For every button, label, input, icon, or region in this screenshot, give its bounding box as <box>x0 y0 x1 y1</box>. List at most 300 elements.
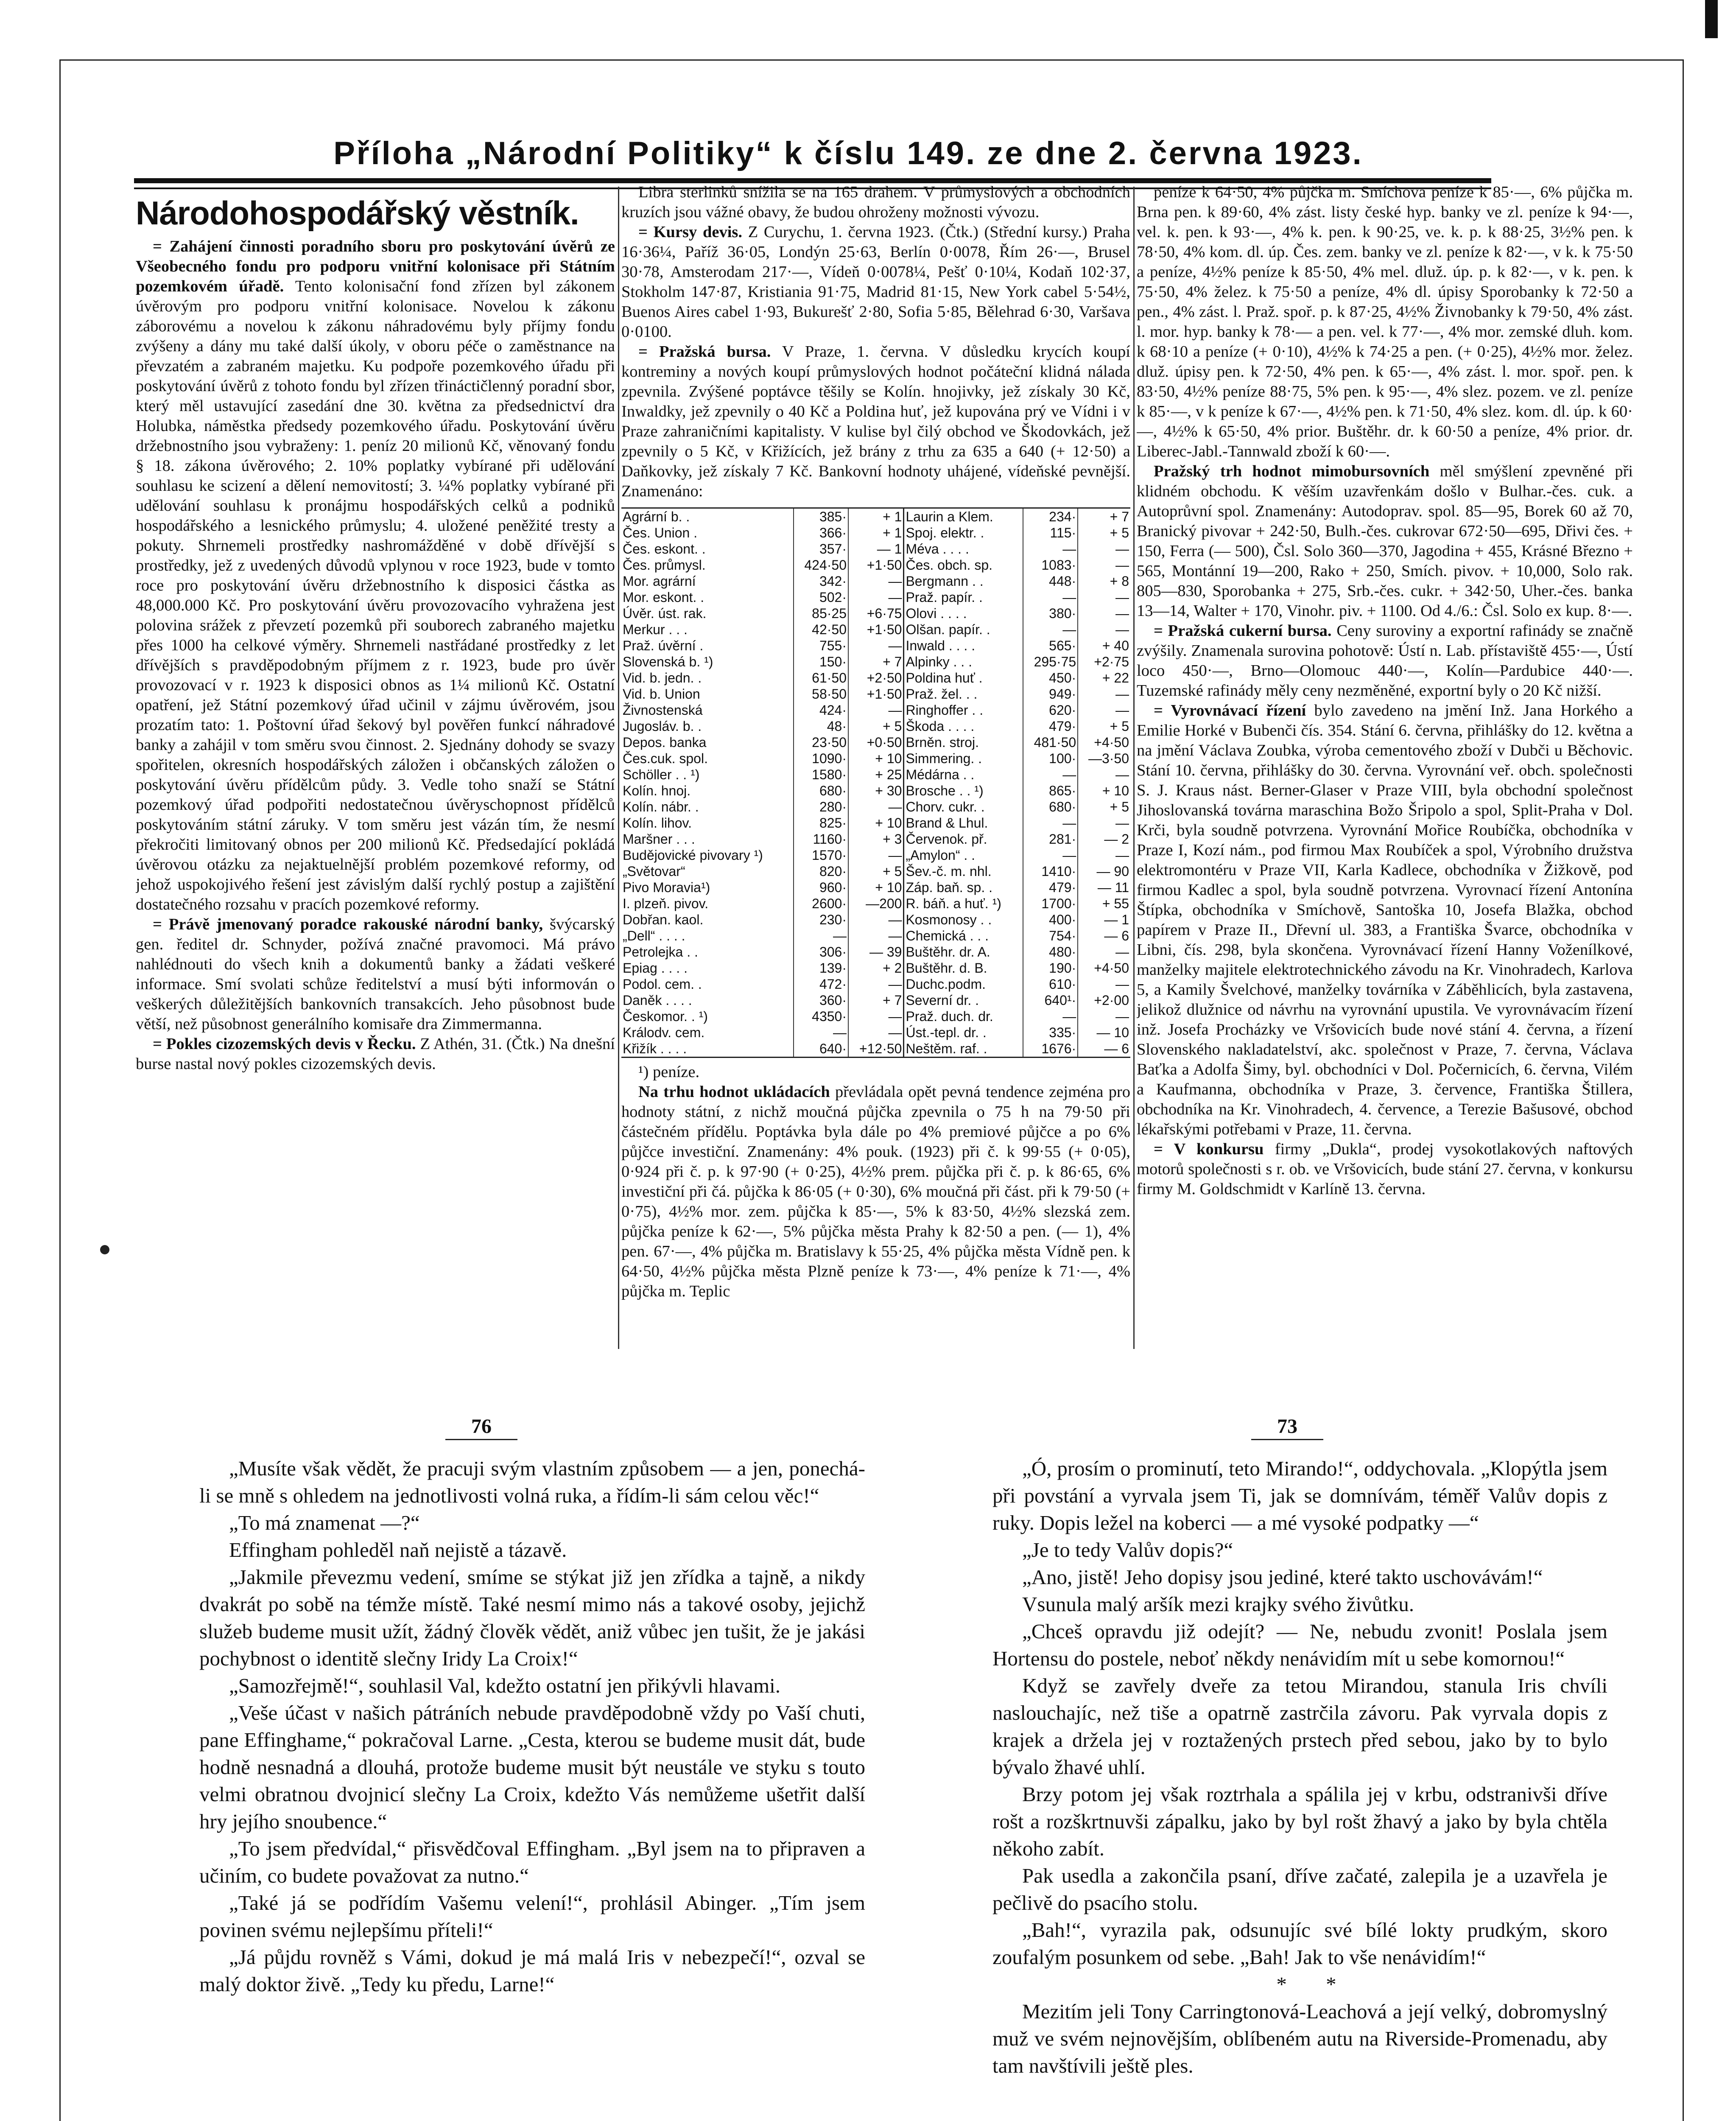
article-lead: = V konkursu <box>1154 1140 1264 1158</box>
stock-cell: 115· <box>1023 525 1078 541</box>
stock-cell: + 10 <box>848 879 904 895</box>
stock-row <box>621 525 1130 541</box>
stock-cell: Agrární b. . <box>623 509 690 524</box>
stock-cell: + 5 <box>848 718 904 734</box>
stock-cell: 479· <box>1023 879 1078 895</box>
news-column-2 <box>621 182 1130 1357</box>
novel-paragraph: Když se zavřely dveře za tetou Mirandou, stanula Iris chvíli naslouchajíc, než tiše a opatrně zastrčila závoru. Pak vyrvala dopis z krajek a držela jej v roztažených prstech před sebou, jako by to bylo bývalo žhavé uhlí. <box>992 1674 1607 1779</box>
stock-cell: —3·50 <box>1078 750 1130 767</box>
col3-articles <box>1137 182 1633 1199</box>
stock-cell: 23·50 <box>794 734 848 750</box>
article-text: V Praze, 1. června. V důsledku krycích koupí kontreminy a nových koupí průmyslových hodnot počáteční klidná nálada zpevnila. Zvýšené poptávce těšily se Kolín. hnojivky, jež získaly 30 Kč, Inwaldky, jež zpevnily o 40 Kč a Poldina huť, jež kupována prý ve Vídni i v Praze zahraničními kapitalisty. V kulise byl čilý obchod ve Škodovkách, jež zpevnily o 5 Kč, v Křižících, jež brány z trhu za 635 a 640 (+ 12·50) a Daňkovky, jež získaly 7 Kč. Bankovní hodnoty uhájené, vídeňské pevnější. Znamenáno: <box>621 343 1130 500</box>
stock-cell: 190· <box>1023 960 1078 976</box>
stock-cell: 754· <box>1023 928 1078 944</box>
stock-cell: — 6 <box>1078 1041 1130 1057</box>
article-text: měl smýšlení zpevněné při klidném obchodu. K věším uzavřenkám došlo v Bulhar.-čes. cuk. a Autoprůvní spol. Znamenány: Autodoprav. spol. 85—95, Borek 60 až 70, Branický pivovar + 242·50, Bulh.-čes. cukrovar 672·50—695, Dřivi čes. + 150, Ferra (— 500), Čsl. Solo 360—370, Jagodina + 455, Krásné Březno + 565, Montánní 19—200, Rako + 250, Smích. pivov. + 10,000, Solo rak. 805—830, Sporobanka + 275, Srb.-čes. cukr. + 342·50, Uher.-čes. banka 13—14, Walter + 170, Vinohr. piv. + 1100. Od 4./6.: Čsl. Solo ex kup. 8·—. <box>1137 462 1633 620</box>
punch-hole <box>100 1245 109 1254</box>
stock-cell: Slovenská b. ¹) <box>623 654 713 669</box>
stock-cell: Bergmann . . <box>904 573 1023 589</box>
stock-cell: + 22 <box>1078 670 1130 686</box>
stock-cell: Budějovické pivovary ¹) <box>623 848 763 863</box>
article-text: Ceny suroviny a exportní rafinády se značně zvýšily. Znamenala surovina pohotově: Ústí n. Lab. přístaviště 455·—, Ústí loco 450·—, Brno—Olomouc 440·—, Kolín—Pardubice 440·—. Tuzemské rafinády měly ceny nezměněné, exportní byly o 20 Kč nižší. <box>1137 622 1633 700</box>
stock-row <box>621 944 1130 960</box>
novel-paragraph: „Ano, jistě! Jeho dopisy jsou jediné, které takto uschovávám!“ <box>1022 1565 1543 1589</box>
stock-cell: 481·50 <box>1023 734 1078 750</box>
stock-row <box>621 912 1130 928</box>
stock-cell: 565· <box>1023 638 1078 654</box>
stock-cell: — <box>1078 686 1130 702</box>
stock-cell: Vid. b. jedn. . <box>623 670 702 686</box>
stock-cell: Kolín. nábr. . <box>623 799 699 814</box>
stock-cell: — <box>848 702 904 718</box>
stock-cell: +1·50 <box>848 557 904 573</box>
novel-paragraph: Mezitím jeli Tony Carringtonová-Leachová a její velký, dobromyslný muž ve svém nejnovějším, oblíbeném autu na Riverside-Promenadu, aby tam navštívili ještě ples. <box>992 2000 1607 2077</box>
stock-cell: Čes. eskont. . <box>623 541 706 557</box>
article-paragraph <box>136 237 615 915</box>
stock-row <box>621 976 1130 992</box>
stock-cell: + 5 <box>1078 718 1130 734</box>
stock-row <box>621 928 1130 944</box>
stock-cell: — <box>1078 944 1130 960</box>
stock-cell: Brněn. stroj. <box>904 734 1023 750</box>
stock-cell: +2·75 <box>1078 654 1130 670</box>
stock-cell: Kolín. lihov. <box>623 815 692 831</box>
stock-cell: — <box>1023 815 1078 831</box>
stock-row <box>621 654 1130 670</box>
stock-cell: 280· <box>794 799 848 815</box>
stock-cell: + 5 <box>1078 525 1130 541</box>
stock-cell: Inwald . . . . <box>904 638 1023 654</box>
stock-cell: 400· <box>1023 912 1078 928</box>
novel-right-page <box>992 1455 1607 2121</box>
stock-cell: Jugosláv. b. . <box>623 719 702 734</box>
stock-cell: — 2 <box>1078 831 1130 847</box>
stock-row <box>621 638 1130 654</box>
stock-cell: Laurin a Klem. <box>904 509 1023 525</box>
stock-cell: — <box>1078 1008 1130 1024</box>
novel-paragraph: „Chceš opravdu již odejít? — Ne, nebudu zvonit! Poslala jsem Hortensu do postele, neboť někdy nenávidím mít u sebe komornou!“ <box>992 1620 1607 1670</box>
stock-cell: — <box>1023 589 1078 605</box>
stock-cell: 1410· <box>1023 863 1078 879</box>
stock-row <box>621 750 1130 767</box>
stock-row <box>621 863 1130 879</box>
stock-cell: + 10 <box>848 815 904 831</box>
stock-cell: — <box>848 847 904 863</box>
article-text: firmy „Dukla“, prodej vysokotlakových naftových motorů společnosti s r. ob. ve Vršovicích, bude stání 27. června, v konkursu firmy M. Goldschmidt v Karlíně 13. června. <box>1137 1140 1633 1198</box>
stock-cell: 61·50 <box>794 670 848 686</box>
stock-row <box>621 573 1130 589</box>
novel-paragraph: „Já půjdu rovněž s Vámi, dokud je má malá Iris v nebezpečí!“, ozval se malý doktor živě. „Tedy ku předu, Larne!“ <box>199 1945 865 1996</box>
stock-cell: — <box>848 638 904 654</box>
stock-row <box>621 895 1130 912</box>
page-number-rule <box>1251 1439 1323 1440</box>
novel-paragraph: Brzy potom jej však roztrhala a spálila jej v krbu, odstranivši dříve rošt a rozškrtnuvši zápalku, jako by byl rošt žhavý a jako by byla chtěla někoho zabít. <box>992 1782 1607 1860</box>
stock-cell: Vid. b. Union <box>623 686 700 702</box>
stock-cell: — 39 <box>848 944 904 960</box>
stock-cell: Duchc.podm. <box>904 976 1023 992</box>
stock-cell: Šev.-č. m. nhl. <box>904 863 1023 879</box>
article-lead: = Pokles cizozemských devis v Řecku. <box>153 1035 416 1053</box>
stock-cell: + 1 <box>848 509 904 525</box>
stock-cell: — <box>848 928 904 944</box>
stock-cell: — <box>848 1008 904 1024</box>
stock-cell: + 8 <box>1078 573 1130 589</box>
stock-cell: Olovi . . . . <box>904 605 1023 621</box>
stock-cell: 680· <box>1023 799 1078 815</box>
stock-cell: 448· <box>1023 573 1078 589</box>
article-lead: = Vyrovnávací řízení <box>1154 702 1306 719</box>
stock-row <box>621 847 1130 863</box>
stock-row <box>621 605 1130 621</box>
article-paragraph <box>1137 182 1633 462</box>
article-lead: = Zahájení činnosti poradního sboru pro poskytování úvěrů ze Všeobecného fondu pro podporu vnitřní kolonisace při Státním pozemkovém úřadě. <box>136 238 615 295</box>
novel-paragraph: „Je to tedy Valův dopis?“ <box>1022 1538 1233 1561</box>
stock-cell: 1160· <box>794 831 848 847</box>
stock-cell: — <box>794 928 848 944</box>
stock-cell: — <box>1078 621 1130 638</box>
stock-cell: 139· <box>794 960 848 976</box>
stock-cell: Buštěhr. d. B. <box>904 960 1023 976</box>
stock-cell: — <box>1023 767 1078 783</box>
stock-cell: 472· <box>794 976 848 992</box>
masthead: Příloha „Národní Politiky“ k číslu 149. ze dne 2. června 1923. <box>333 135 1363 171</box>
stock-cell: Dobřan. kaol. <box>623 912 704 927</box>
stock-cell: 1570· <box>794 847 848 863</box>
stock-cell: — 6 <box>1078 928 1130 944</box>
stock-cell: Čes. průmysl. <box>623 557 706 573</box>
stock-cell: 306· <box>794 944 848 960</box>
stock-cell: Merkur . . . <box>623 622 688 637</box>
stock-cell: Depos. banka <box>623 735 707 750</box>
stock-cell: 4350· <box>794 1008 848 1024</box>
stock-cell: 281· <box>1023 831 1078 847</box>
stock-cell: — <box>1023 847 1078 863</box>
article-lead: = Pražská cukerní bursa. <box>1154 622 1332 640</box>
novel-paragraph: Pak usedla a zakončila psaní, dříve začaté, zalepila je a uzavřela je pečlivě do psacího stolu. <box>992 1864 1607 1914</box>
section-title: Národohospodářský věstník. <box>136 194 579 232</box>
stock-cell: 949· <box>1023 686 1078 702</box>
stock-cell: 480· <box>1023 944 1078 960</box>
stock-row <box>621 589 1130 605</box>
stock-cell: + 10 <box>848 750 904 767</box>
stock-cell: „Světovar“ <box>623 864 685 879</box>
stock-cell: — <box>848 589 904 605</box>
stock-cell: Kosmonosy . . <box>904 912 1023 928</box>
stock-row <box>621 734 1130 750</box>
stock-cell: +4·50 <box>1078 734 1130 750</box>
stock-cell: + 55 <box>1078 895 1130 912</box>
stock-cell: Čes. Union . <box>623 525 698 540</box>
novel-paragraph: „Také já se podřídím Vašemu velení!“, prohlásil Abinger. „Tím jsem povinen svému nejlepšímu příteli!“ <box>199 1891 865 1942</box>
stock-cell: Kolín. hnoj. <box>623 783 691 798</box>
news-column-3 <box>1137 182 1633 1357</box>
stock-cell: 366· <box>794 525 848 541</box>
article-paragraph <box>136 915 615 1034</box>
stock-cell: 1083· <box>1023 557 1078 573</box>
stock-cell: Méva . . . . <box>904 541 1023 557</box>
stock-cell: 230· <box>794 912 848 928</box>
stock-table <box>621 507 1130 1058</box>
article-paragraph <box>621 1082 1130 1301</box>
article-paragraph <box>1137 462 1633 621</box>
stock-cell: Červenok. př. <box>904 831 1023 847</box>
article-paragraph <box>136 1034 615 1074</box>
stock-cell: Úvěr. úst. rak. <box>623 606 707 621</box>
stock-row <box>621 718 1130 734</box>
stock-cell: Českomor. . ¹) <box>623 1009 708 1024</box>
novel-left-page <box>199 1455 865 2121</box>
stock-row <box>621 702 1130 718</box>
stock-cell: 620· <box>1023 702 1078 718</box>
stock-cell: — <box>1078 557 1130 573</box>
stock-cell: Mor. eskont. . <box>623 590 704 605</box>
stock-cell: —200 <box>848 895 904 912</box>
stock-cell: Živnostenská <box>623 702 703 718</box>
novel-paragraph: * * <box>1276 1973 1353 1996</box>
stock-cell: Praž. úvěrní . <box>623 638 704 653</box>
stock-cell: — 10 <box>1078 1024 1130 1041</box>
stock-cell: 335· <box>1023 1024 1078 1041</box>
stock-row <box>621 670 1130 686</box>
novel-paragraph: Vsunula malý aršík mezi krajky svého živůtku. <box>1022 1592 1414 1616</box>
stock-row <box>621 557 1130 573</box>
article-paragraph <box>1137 1139 1633 1199</box>
stock-cell: Epiag . . . . <box>623 960 688 976</box>
stock-cell: Buštěhr. dr. A. <box>904 944 1023 960</box>
stock-cell: 865· <box>1023 783 1078 799</box>
article-paragraph <box>621 222 1130 342</box>
stock-cell: Brosche . . ¹) <box>904 783 1023 799</box>
stock-cell: Záp. baň. sp. . <box>904 879 1023 895</box>
stock-cell: +2·50 <box>848 670 904 686</box>
stock-row <box>621 1024 1130 1041</box>
stock-cell: „Amylon“ . . <box>904 847 1023 863</box>
stock-cell: + 7 <box>848 992 904 1008</box>
article-paragraph <box>621 342 1130 501</box>
stock-cell: 1676· <box>1023 1041 1078 1057</box>
col2b-articles <box>621 1082 1130 1301</box>
stock-cell: — <box>848 799 904 815</box>
stock-cell: — <box>1023 621 1078 638</box>
article-lead: = Právě jmenovaný poradce rakouské národní banky, <box>153 915 543 933</box>
stock-row <box>621 1041 1130 1057</box>
novel-paragraph: Effingham pohleděl naň nejistě a tázavě. <box>229 1538 567 1561</box>
stock-cell: 502· <box>794 589 848 605</box>
stock-cell: + 25 <box>848 767 904 783</box>
stock-cell: Médárna . . <box>904 767 1023 783</box>
corner-mark <box>1705 0 1718 38</box>
stock-cell: +6·75 <box>848 605 904 621</box>
stock-cell: Simmering. . <box>904 750 1023 767</box>
article-text: Libra sterlinků snížila se na 165 drahem. V průmyslových a obchodních kruzích jsou vážné obavy, že budou ohroženy možnosti vývozu. <box>621 183 1130 221</box>
stock-cell: +4·50 <box>1078 960 1130 976</box>
stock-cell: 680· <box>794 783 848 799</box>
article-lead: Na trhu hodnot ukládacích <box>638 1083 830 1101</box>
stock-cell: + 3 <box>848 831 904 847</box>
stock-cell: — <box>1078 702 1130 718</box>
stock-cell: — <box>1078 976 1130 992</box>
stock-cell: + 2 <box>848 960 904 976</box>
stock-cell: Čes.cuk. spol. <box>623 751 708 766</box>
stock-cell: 479· <box>1023 718 1078 734</box>
stock-cell: Schöller . . ¹) <box>623 767 700 782</box>
novel-paragraph: „Jakmile převezmu vedení, smíme se stýkat již jen zřídka a tajně, a nikdy dvakrát po sobě na témže místě. Také nesmí mimo nás a takové osoby, jejichž služeb budeme musit užít, žádný člověk vědět, aniž vůbec jen tušit, že je jakási pochybnost o identitě slečny Iridy La Croix!“ <box>199 1565 865 1670</box>
stock-cell: 295·75 <box>1023 654 1078 670</box>
stock-cell: — 90 <box>1078 863 1130 879</box>
stock-cell: +1·50 <box>848 621 904 638</box>
novel-paragraph: „Bah!“, vyrazila pak, odsunujíc své bílé lokty prudkým, skoro zoufalým posunkem od sebe. „Bah! Jak to vše nenávidím!“ <box>992 1918 1607 1969</box>
article-paragraph <box>621 182 1130 222</box>
stock-cell: + 10 <box>1078 783 1130 799</box>
stock-cell: Čes. obch. sp. <box>904 557 1023 573</box>
stock-cell: Úst.-tepl. dr. . <box>904 1024 1023 1041</box>
stock-cell: R. báň. a huť. ¹) <box>904 895 1023 912</box>
stock-cell: — <box>1078 815 1130 831</box>
stock-row <box>621 831 1130 847</box>
article-text: peníze k 64·50, 4% půjčka m. Smíchova peníze k 85·—, 6% půjčka m. Brna pen. k 89·60, 4% zást. listy české hyp. banky ve zl. peníze k 94·—, vel. k. pen. k 93·—, 4% k. pen. k 90·25, ve. k. p. k 88·25, 3½% pen. k 78·50, 4% kom. dl. úp. Čes. zem. banky ve zl. peníze k 82·—, v k. k 75·50 a peníze, 4½% peníze k 85·50, 4% mel. dluž. úp. p. k 82·—, v k. pen. k 75·50, 4% želez. k 75·50 a peníze, 4% dl. úpisy Sporobanky k 72·50 a pen., 4% zást. l. Praž. spoř. p. k 87·25, 4½% Živnobanky k 79·50, 4% zást. l. mor. hyp. banky k 78·— a pen. vel. k 77·—, 4% mor. zemské dluh. kom. k 68·10 a peníze (+ 0·10), 4½% k 74·25 a pen. (+ 0·25), 4½% mor. želez. dluž. úpisy pen. k 72·50, 4% pen. k 65·—, 4% zást. l. mor. spoř. pen. k 83·50, 4½% peníze 88·75, 5% pen. k 95·—, 4% slez. pozem. ve zl. peníze k 85·—, v k peníze k 67·—, 4½% pen. k 71·50, 4% slez. kom. dl. úp. k 60·—, 4½% k 65·50, 4% prior. Buštěhr. dr. k 60·50 a peníze, 4% prior. dr. Liberec-Jabl.-Tannwald zboží k 60·—. <box>1137 183 1633 460</box>
stock-cell: Daněk . . . . <box>623 993 692 1008</box>
novel-paragraph: „Musíte však vědět, že pracuji svým vlastním způsobem — a jen, ponechá-li se mně s ohledem na jednotlivosti volná ruka, a řídím-li sám celou věc!“ <box>199 1457 865 1507</box>
stock-cell: + 5 <box>848 863 904 879</box>
stock-cell: Praž. papír. . <box>904 589 1023 605</box>
stock-cell: — <box>1078 541 1130 557</box>
stock-cell: Spoj. elektr. . <box>904 525 1023 541</box>
stock-cell: Podol. cem. . <box>623 977 702 992</box>
stock-cell: 342· <box>794 573 848 589</box>
stock-cell: +12·50 <box>848 1041 904 1057</box>
stock-cell: — <box>794 1024 848 1041</box>
stock-cell: — <box>848 912 904 928</box>
stock-cell: Olšan. papír. . <box>904 621 1023 638</box>
novel-paragraph: „To má znamenat —?“ <box>229 1511 420 1534</box>
stock-cell: + 1 <box>848 525 904 541</box>
article-text: Z Athén, 31. (Čtk.) Na dnešní burse nastal nový pokles cizozemských devis. <box>136 1035 615 1073</box>
stock-cell: 48· <box>794 718 848 734</box>
stock-cell: — 1 <box>848 541 904 557</box>
stock-cell: Neštěm. raf. . <box>904 1041 1023 1057</box>
stock-row <box>621 1008 1130 1024</box>
stock-cell: 234· <box>1023 509 1078 525</box>
stock-cell: — <box>1023 1008 1078 1024</box>
stock-row <box>621 960 1130 976</box>
stock-cell: Brand & Lhul. <box>904 815 1023 831</box>
stock-cell: Chemická . . . <box>904 928 1023 944</box>
stock-cell: Ringhoffer . . <box>904 702 1023 718</box>
stock-cell: 360· <box>794 992 848 1008</box>
stock-cell: 424·50 <box>794 557 848 573</box>
stock-cell: 755· <box>794 638 848 654</box>
stock-cell: 820· <box>794 863 848 879</box>
novel-paragraph: „Veše účast v našich pátráních nebude pravděpodobně vždy po Vaší chuti, pane Effinghame,“ pokračoval Larne. „Cesta, kterou se budeme musit dát, bude hodně nesnadná a dlouhá, protože budeme musit být neustále ve styku s touto velmi obratnou dvojnicí slečny La Croix, kdežto Vás nemůžeme ušetřit další hry jejího snoubence.“ <box>199 1701 865 1833</box>
article-text: Z Curychu, 1. června 1923. (Čtk.) (Střední kursy.) Praha 16·36¼, Paříž 36·05, Londýn 25·63, Berlín 0·0078, Řím 26·—, Brusel 30·78, Amsterodam 217·—, Vídeň 0·0078¼, Pešť 0·10¼, Kodaň 102·37, Stokholm 147·87, Kristiania 91·75, Madrid 81·15, New York cabel 5·54½, Buenos Aires cabel 1·93, Bukurešť 2·80, Sofia 5·85, Bělehrad 6·30, Varšava 0·0100. <box>621 223 1130 341</box>
stock-cell: Petrolejka . . <box>623 944 698 960</box>
news-column-1 <box>136 191 615 1357</box>
stock-row <box>621 509 1130 525</box>
stock-cell: 2600· <box>794 895 848 912</box>
novel-paragraph: „Samozřejmě!“, souhlasil Val, kdežto ostatní jen přikývli hlavami. <box>229 1674 781 1697</box>
article-text: bylo zavedeno na jmění Inž. Jana Horkého a Emilie Horké v Bubenči čís. 354. Stání 6. června, přihlášky do 12. května a na jmění Václava Zoubka, výroba cementového zboží v Dubči u Běchovic. Stání 10. června, přihlášky do 30. června. Vyrovnání veř. obch. společnosti S. J. Kraus nást. Berner-Glaser v Praze VIII, byla obchodní společnost Jihoslovanská továrna maraschina Božo Šripolo a spol, Split-Praha v Dol. Krči, byla soudně potvrzena. Vyrovnání Mořice Roubíčka, obchodníka v Praze I, Kozí nám., pod firmou Max Roubíček a spol, Výrobního družstva elektromontéru v Praze VII, Karla Kadlece, obchodníka v Žižkově, pod firmou Kadlec a spol, byla soudně potvrzena. Vyrovnací řízení Antonína Štípka, obchodníka v Smíchově, Santoška 10, Josefa Blažka, obchod papírem v Praze II., Dřevní ul. 383, a Františka Švarce, obchodníka v Libni, čís. 298, byla skončena. Vyrovnávací řízení Hanny Voženílkové, manželky majitele elektrotechnického závodu na Kr. Vinohradech, Karlova 5, a Kamily Švelchové, manželky továrníka v Záběhlicích, byla zastavena, jelikož dlužnice od návrhu na vyrovnání upustila. Ve vyrovnávacím řízení inž. Josefa Procházky ve Vršovicích bude nové stání 4. června, a řízení Slovenského nakladatelství, akc. společnost v Praze, 7. června, Václava Baťka a Adolfa Šimy, byl. obchodníci v Dol. Počernicích, 6. června, Vilém a Kaufmanna, obchodníka v Praze, 3. července, Františka Štillera, obchodníka na Kr. Vinohradech, 4. července, a Terezie Bašusové, obchod lékařskými potřebami v Praze, 11. června. <box>1137 702 1633 1138</box>
stock-cell: + 7 <box>1078 509 1130 525</box>
stock-cell: 424· <box>794 702 848 718</box>
stock-cell: Praž. žel. . . <box>904 686 1023 702</box>
stock-row <box>621 815 1130 831</box>
stock-cell: + 7 <box>848 654 904 670</box>
stock-cell: Alpinky . . . <box>904 654 1023 670</box>
article-text: Tento kolonisační fond zřízen byl zákonem úvěrovým pro podporu vnitřní kolonisace. Novelou k zákonu záborovému a novelou k zákonu náhradovému byly příjmy fondu zvýšeny a dány mu také další úkoly, v oboru péče o zaměstnance na převzatém a zabraném majetku. Ku podpoře pozemkového úřadu při poskytování úvěrů z tohoto fondu byl zřízen třináctičlenný poradní sbor, který měl ustavující zasedání dne 30. května za předsednictví dra Holubka, náměstka předsedy pozemkového úřadu. Poskytování úvěru držebnostního jsou vybraženy: 1. peníz 20 milionů Kč, věnovaný fondu § 18. zákona úvěrového; 2. 10% poplatky vybírané při udělování souhlasu ke scizení a dělení nemovitostí; 3. ¼% poplatky vybírané při udělování souhlasu k pronájmu hospodářských celků a podniků hospodářského a lesnického průmyslu; 4. uložené peněžité tresty a pokuty. Shrnemeli prostředky nashromážděné v době dřívější s prostředky, jež z uvedených důvodů vplynou v roce 1923, bude v tomto roce pro poskytování úvěru držebnostního k disposici částka as 48,000.000 Kč. Pro poskytování úvěru provozovacího vyhražena jest polovina srážek z převzetí pozemků při souborech zabraného majetku přes 1000 ha celkové výměry. Shrnemeli nastřádané prostředky z let dřívějších s pravděpodobným příjmem z r. 1923, bude pro úvěr provozovací v r. 1923 k disposici obnos as 1¼ milionů Kč. Ostatní opatření, jež Státní pozemkový úřad učinil v zájmu úvěrovém, jsou prozatím tato: 1. Poštovní úřad šekový byl pověřen funkcí náhradové banky a zahájil v tom směru svou činnost. 2. Sjednány dohody se svazy spořitelen, okresních hospodářských záložen i občanských záložen o poskytování úvěru přídělcům půdy. 3. Vedle toho snaží se Státní pozemkový úřad podpořiti nedostatečnou úvěryschopnost přídělců poskytováním státní záruky. V tom směru jest vázán tím, že nesmí překročiti limitovaný obnos per 200 milionů Kč. Předsedající pokládá úvěrovou otázku za nejaktuelnější problém pozemkové reformy, od jehož uspokojivého řešení jest závislým další rychlý postup a zajištění dostatečného rozsahu v pracích pozemkové reformy. <box>136 277 615 913</box>
stock-row <box>621 799 1130 815</box>
stock-cell: 150· <box>794 654 848 670</box>
stock-cell: 610· <box>1023 976 1078 992</box>
stock-row <box>621 767 1130 783</box>
stock-cell: +1·50 <box>848 686 904 702</box>
column-divider <box>1133 187 1135 1349</box>
stock-row <box>621 879 1130 895</box>
article-paragraph <box>1137 701 1633 1139</box>
article-text: švýcarský gen. ředitel dr. Schnyder, požívá značné pravomoci. Má právo nahlédnouti do všech knih a dokumentů banky a žádati veškeré informace. Smí svolati schůze ředitelství a musí býti informován o veškerých důležitějších bankovních transakcích. Jeho působnost bude větší, než působnost generálního komisaře dra Zimmermanna. <box>136 915 615 1033</box>
stock-cell: — <box>1078 589 1130 605</box>
stock-cell: Severní dr. . <box>904 992 1023 1008</box>
stock-cell: 640¹· <box>1023 992 1078 1008</box>
stock-cell: 380· <box>1023 605 1078 621</box>
stock-cell: — <box>848 976 904 992</box>
stock-cell: + 40 <box>1078 638 1130 654</box>
stock-cell: — <box>848 1024 904 1041</box>
col1-articles <box>136 237 615 1074</box>
stock-cell: +2·00 <box>1078 992 1130 1008</box>
stock-cell: Pivo Moravia¹) <box>623 880 710 895</box>
stock-cell: „Dell“ . . . . <box>623 928 685 943</box>
article-paragraph <box>1137 621 1633 701</box>
stock-cell: Maršner . . . <box>623 831 695 847</box>
stock-cell: 450· <box>1023 670 1078 686</box>
col2-articles <box>621 182 1130 501</box>
stock-cell: — <box>1078 767 1130 783</box>
stock-cell: — <box>1078 605 1130 621</box>
stock-cell: 85·25 <box>794 605 848 621</box>
stock-cell: 385· <box>794 509 848 525</box>
stock-cell: 1090· <box>794 750 848 767</box>
stock-cell: Chorv. cukr. . <box>904 799 1023 815</box>
article-text: převládala opět pevná tendence zejména pro hodnoty státní, z nichž moučná půjčka zpevnila o 75 h na 79·50 při částečném přídělu. Poptávka byla dále po 4% premiové půjčce a po 6% půjčce investiční. Znamenány: 4% pouk. (1923) při č. k 99·55 (+ 0·05), 0·924 při č. p. k 97·90 (+ 0·25), 4½% prem. půjčka při č. p. k 86·65, 6% investiční při čá. půjčka k 86·05 (+ 0·30), 6% moučná při část. při k 79·50 (+ 0·75), 4½% mor. zem. půjčka k 85·—, 5% k 83·50, 4½% slezská zem. půjčka peníze k 62·—, 5% půjčka města Prahy k 82·50 a pen. (— 1), 4% pen. 67·—, 4% půjčka m. Bratislavy k 55·25, 4% půjčka města Vídně pen. k 64·50, 4½% půjčka města Plzně peníze k 73·—, 4% peníze k 71·—, 4% půjčka m. Teplic <box>621 1083 1130 1300</box>
page-number-left: 76 <box>471 1415 492 1438</box>
stock-row <box>621 686 1130 702</box>
stock-cell: Křižík . . . . <box>623 1041 687 1056</box>
stock-cell: 640· <box>794 1041 848 1057</box>
stock-cell: — <box>848 573 904 589</box>
article-lead: = Pražská bursa. <box>638 343 771 361</box>
stock-cell: Mor. agrární <box>623 574 696 589</box>
stock-row <box>621 621 1130 638</box>
page-number-right: 73 <box>1277 1415 1297 1438</box>
stock-cell: Škoda . . . . <box>904 718 1023 734</box>
stocks-note: ¹) peníze. <box>638 1063 700 1081</box>
stock-cell: 960· <box>794 879 848 895</box>
stock-cell: 357· <box>794 541 848 557</box>
column-divider <box>618 187 619 1349</box>
article-lead: = Kursy devis. <box>638 223 743 241</box>
stock-row <box>621 992 1130 1008</box>
stock-row <box>621 541 1130 557</box>
novel-paragraph: „To jsem předvídal,“ přisvědčoval Effingham. „Byl jsem na to připraven a učiním, co budete považovat za nutno.“ <box>199 1837 865 1887</box>
stock-cell: 42·50 <box>794 621 848 638</box>
stock-cell: — <box>1078 847 1130 863</box>
article-lead: Pražský trh hodnot mimobursovních <box>1154 462 1430 480</box>
stock-cell: — 11 <box>1078 879 1130 895</box>
stock-cell: Poldina huť . <box>904 670 1023 686</box>
stock-cell: Králodv. cem. <box>623 1025 705 1040</box>
stock-cell: 825· <box>794 815 848 831</box>
stock-cell: + 5 <box>1078 799 1130 815</box>
